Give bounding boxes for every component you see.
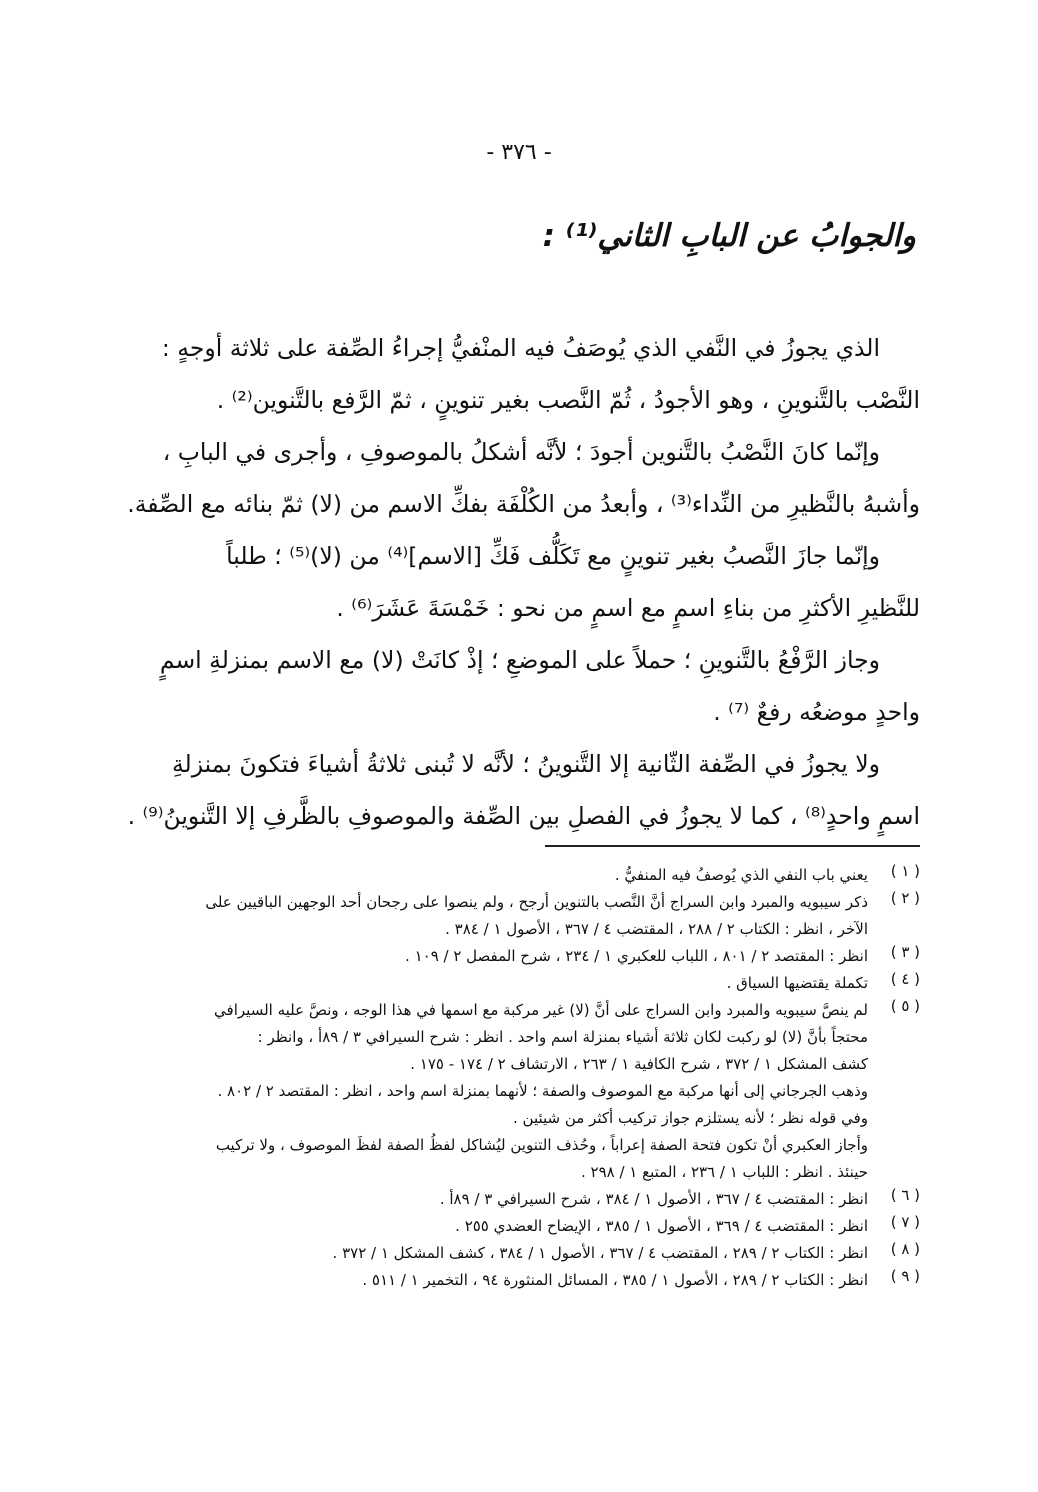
footnote (108, 1213, 920, 1240)
body-line: وإنّما كانَ النَّصْبُ بالتَّنوين أجودَ ؛ لأنَّه أشكلُ بالموصوفِ ، وأجرى في البابِ ، (162, 438, 880, 466)
body-line: النَّصْب بالتَّنوينِ ، وهو الأجودُ ، ثُمّ النَّصب بغير تنوينٍ ، ثمّ الرَّفع بالتَّنوين⁽²⁾ . (216, 386, 920, 414)
footnote (108, 1267, 920, 1294)
footnote-line: حينئذ . انظر : اللباب ١ / ٢٣٦ ، المتبع ١ / ٢٩٨ . (580, 1163, 868, 1181)
footnote-number: ( ٧ ) (890, 1213, 920, 1231)
footnote (108, 970, 920, 997)
footnote (108, 1240, 920, 1267)
body-line: وأشبهُ بالنَّظيرِ من النِّداء⁽³⁾ ، وأبعدُ من الكُلْفَة بفكِّ الاسم من (لا) ثمّ بنائه مع الصِّفة. (127, 490, 920, 518)
body-line: الذي يجوزُ في النَّفي الذي يُوصَفُ فيه المنْفيُّ إجراءُ الصِّفة على ثلاثة أوجهٍ : (161, 334, 880, 362)
footnote (108, 1186, 920, 1213)
footnote-line: انظر : الكتاب ٢ / ٢٨٩ ، الأصول ١ / ٣٨٥ ، المسائل المنثورة ٩٤ ، التخمير ١ / ٥١١ . (362, 1271, 868, 1289)
footnote-line: لم ينصَّ سيبويه والمبرد وابن السراج على أنَّ (لا) غير مركبة مع اسمها في هذا الوجه ، ونصَّ عليه السيرافي (214, 1001, 868, 1019)
footnote-number: ( ٥ ) (890, 997, 920, 1015)
body-line: للنَّظيرِ الأكثرِ من بناءِ اسمٍ مع اسمٍ من نحو : خَمْسَةَ عَشَرَ⁽⁶⁾ . (336, 594, 920, 622)
footnote-number: ( ٢ ) (890, 889, 920, 907)
footnote (108, 889, 920, 943)
footnote-line: انظر : المقتصد ٢ / ٨٠١ ، اللباب للعكبري ١ / ٢٣٤ ، شرح المفصل ٢ / ١٠٩ . (405, 947, 868, 965)
footnote-line: انظر : المقتضب ٤ / ٣٦٧ ، الأصول ١ / ٣٨٤ ، شرح السيرافي ٣ / ٨٩أ . (439, 1190, 868, 1208)
footnote-line: وفي قوله نظر ؛ لأنه يستلزم جواز تركيب أكثر من شيئين . (513, 1109, 868, 1127)
body-line: واحدٍ موضعُه رفعٌ ⁽⁷⁾ . (713, 698, 920, 726)
footnote (108, 997, 920, 1186)
body-line: اسمٍ واحدٍ⁽⁸⁾ ، كما لا يجوزُ في الفصلِ بين الصِّفة والموصوفِ بالظَّرفِ إلا التَّنوينُ⁽⁹⁾ . (127, 802, 920, 830)
footnote-line: انظر : الكتاب ٢ / ٢٨٩ ، المقتضب ٤ / ٣٦٧ ، الأصول ١ / ٣٨٤ ، كشف المشكل ١ / ٣٧٢ . (332, 1244, 868, 1262)
section-heading: والجوابُ عن البابِ الثاني⁽¹⁾ : (542, 218, 916, 254)
body-line: ولا يجوزُ في الصِّفة الثّانية إلا التَّنوينُ ؛ لأنَّه لا تُبنى ثلاثةُ أشياءَ فتكونَ بمنزلةِ (171, 750, 880, 778)
body-line: وإنّما جازَ النَّصبُ بغير تنوينٍ مع تَكَلُّف فَكِّ [الاسم]⁽⁴⁾ من (لا)⁽⁵⁾ ؛ طلباً (226, 542, 880, 570)
footnote-number: ( ٣ ) (890, 943, 920, 961)
footnote-line: انظر : المقتضب ٤ / ٣٦٩ ، الأصول ١ / ٣٨٥ ، الإيضاح العضدي ٢٥٥ . (455, 1217, 868, 1235)
footnote-line: ذكر سيبويه والمبرد وابن السراج أنَّ النَّصب بالتنوين أرجح ، ولم ينصوا على رجحان أحد الوجهين الباقيين على (205, 893, 868, 911)
footnote-line: وأجاز العكبري أنْ تكون فتحة الصفة إعراباً ، وحُذف التنوين ليُشاكل لفظُ الصفة لفظَ الموصوف ، ولا تركيب (215, 1136, 868, 1154)
footnote-number: ( ٦ ) (890, 1186, 920, 1204)
footnote-separator (545, 845, 920, 847)
footnote-line: تكملة يقتضيها السياق . (726, 974, 868, 992)
footnote-line: محتجاً بأنَّ (لا) لو ركبت لكان ثلاثة أشياء بمنزلة اسم واحد . انظر : شرح السيرافي ٣ / ٨٩أ ، وانظر : (257, 1028, 868, 1046)
footnote-number: ( ٩ ) (890, 1267, 920, 1285)
footnote (108, 862, 920, 889)
body-line: وجاز الرَّفْعُ بالتَّنوينِ ؛ حملاً على الموضعِ ؛ إذْ كانَتْ (لا) مع الاسم بمنزلةِ اسمٍ (159, 646, 880, 674)
footnote-number: ( ٤ ) (890, 970, 920, 988)
body-text (120, 322, 920, 842)
footnote-line: يعني باب النفي الذي يُوصفُ فيه المنفيُّ . (614, 866, 868, 884)
footnotes (108, 862, 920, 1294)
page-number: - ٣٧٦ - (486, 140, 552, 165)
footnote-line: كشف المشكل ١ / ٣٧٢ ، شرح الكافية ١ / ٢٦٣ ، الارتشاف ٢ / ١٧٤ - ١٧٥ . (410, 1055, 868, 1073)
footnote (108, 943, 920, 970)
footnote-line: الآخر ، انظر : الكتاب ٢ / ٢٨٨ ، المقتضب ٤ / ٣٦٧ ، الأصول ١ / ٣٨٤ . (445, 920, 868, 938)
footnote-line: وذهب الجرجاني إلى أنها مركبة مع الموصوف والصفة ؛ لأنهما بمنزلة اسم واحد ، انظر : المقتصد ٢ / ٨٠٢ . (217, 1082, 868, 1100)
footnote-number: ( ٨ ) (890, 1240, 920, 1258)
footnote-number: ( ١ ) (890, 862, 920, 880)
